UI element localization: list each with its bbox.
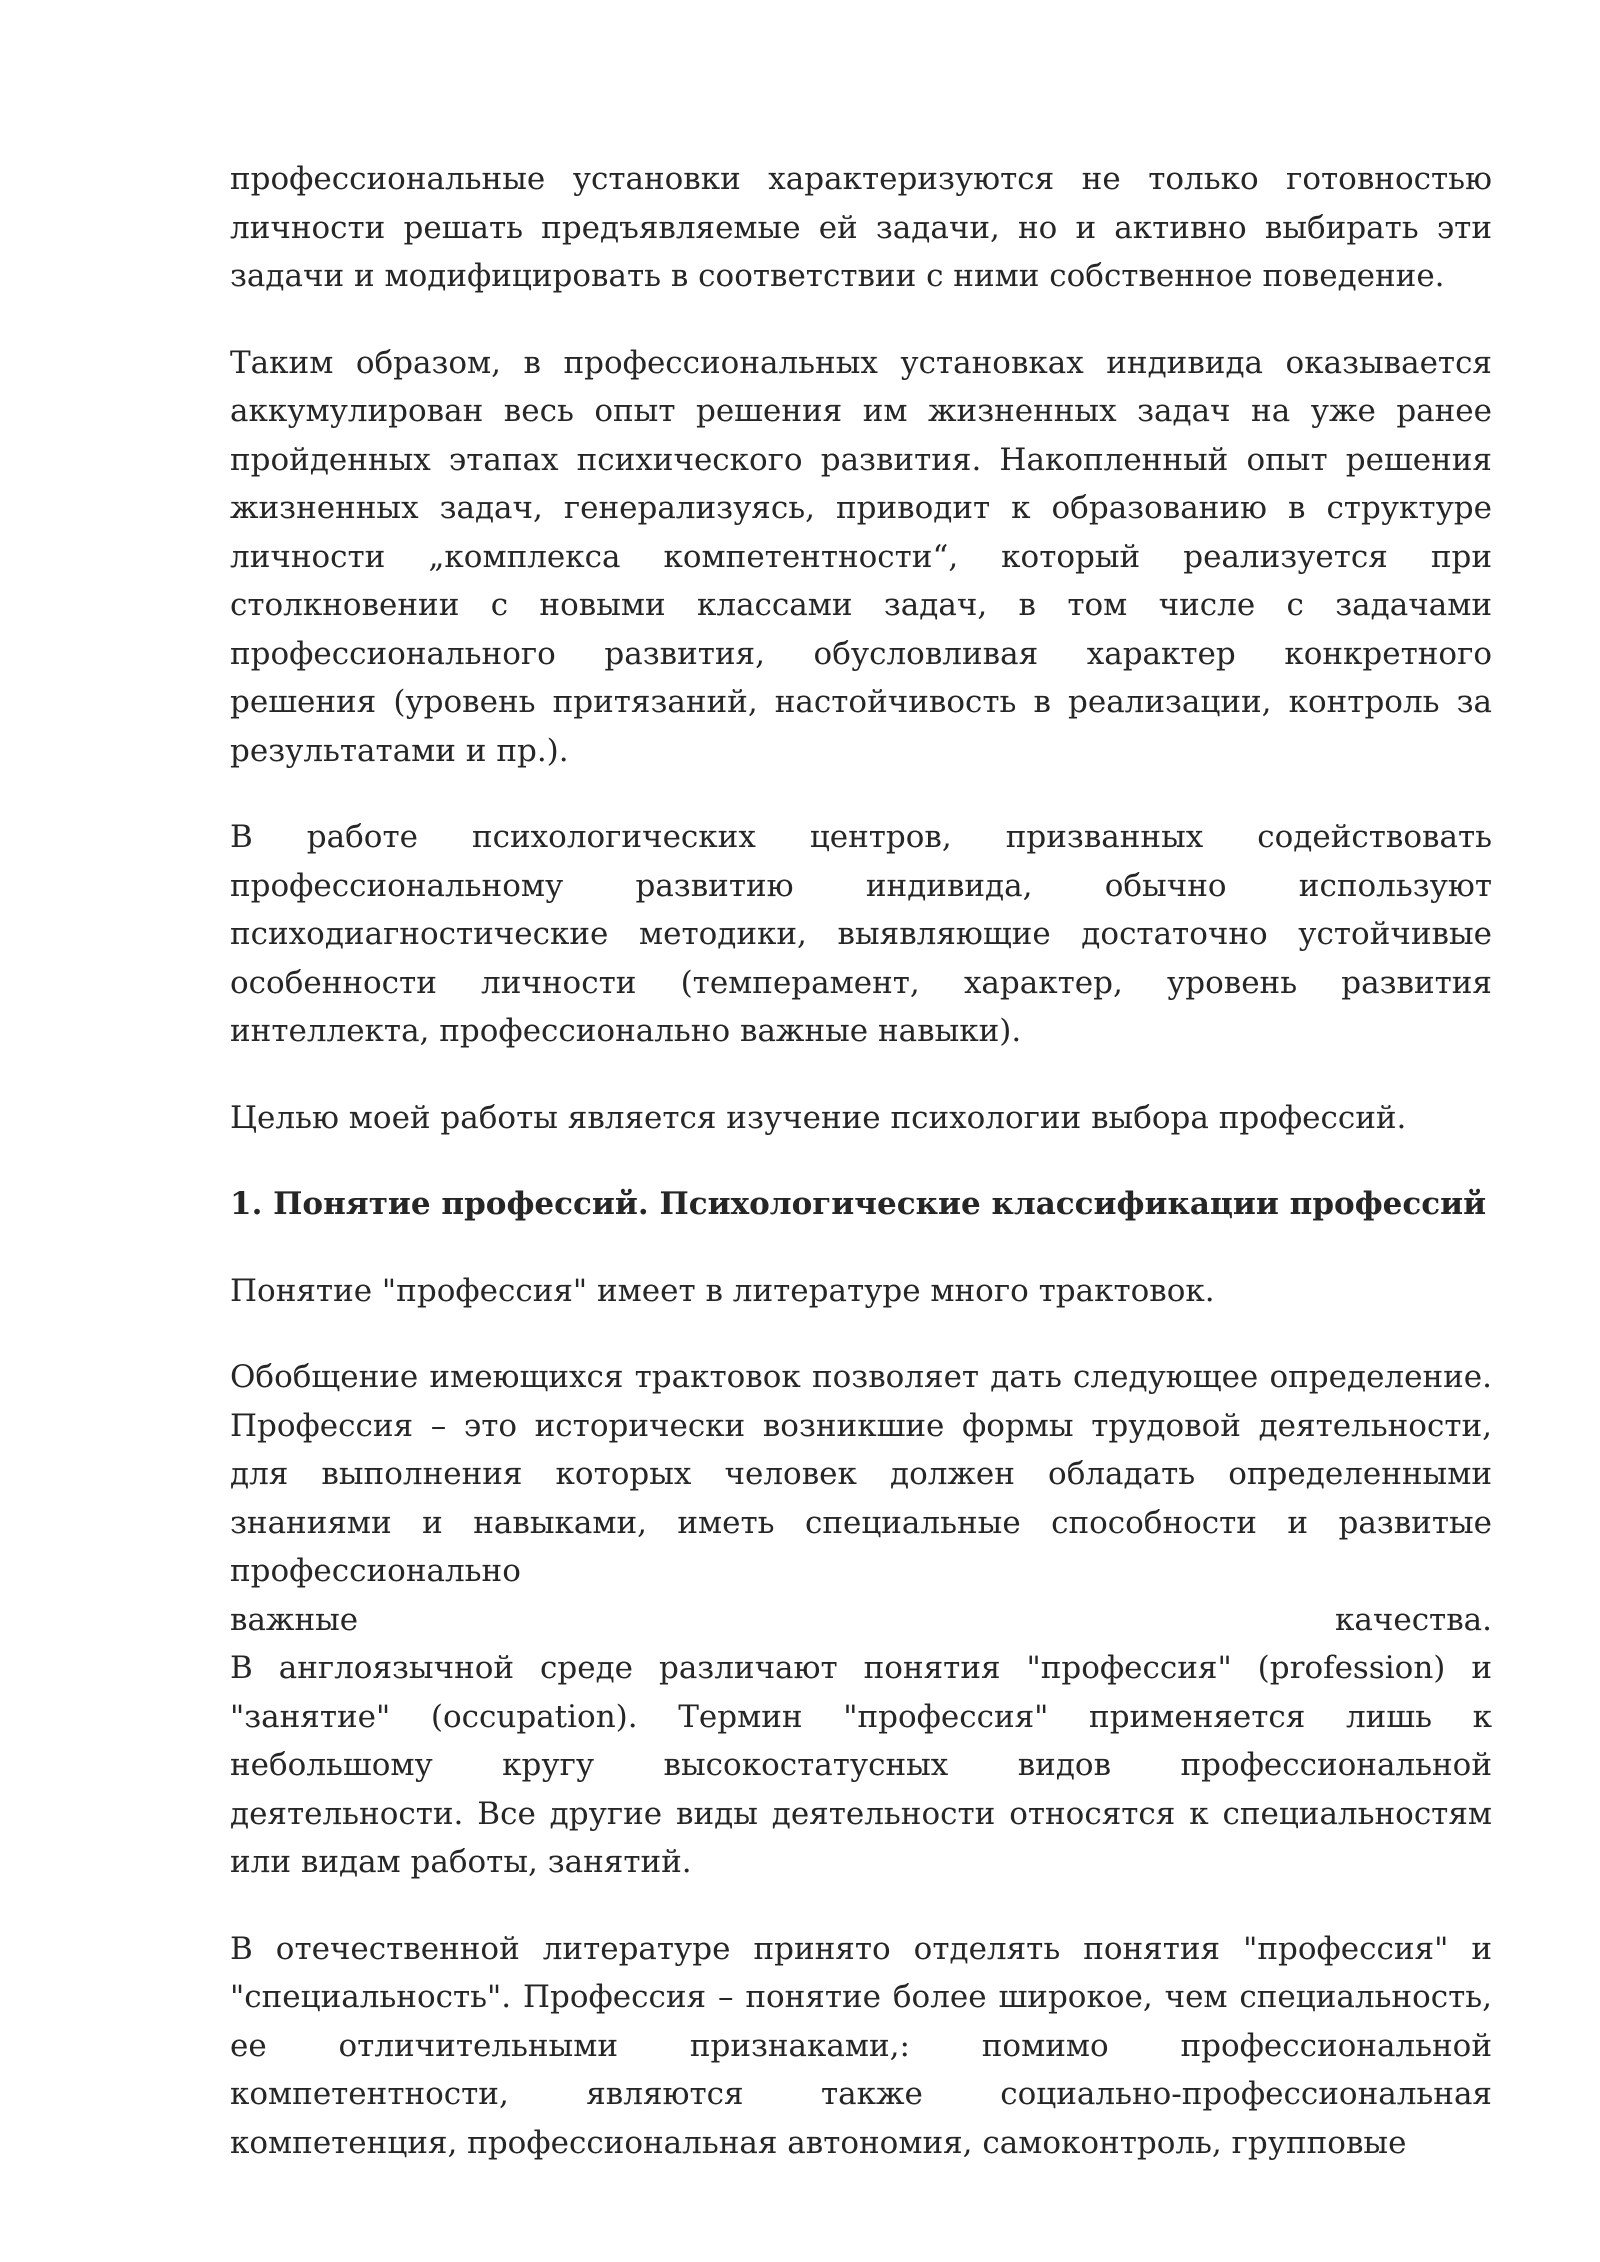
paragraph-5: Понятие "профессия" имеет в литературе много трактовок. — [230, 1272, 1215, 1309]
paragraph-1: профессиональные установки характеризуются не только готовностью личности решать предъявляемые ей задачи, но и активно выбирать эти задачи и модифицировать в соответствии с ними собственное поведение. — [230, 161, 1492, 294]
paragraph-2: Таким образом, в профессиональных установках индивида оказывается аккумулирован весь опыт решения им жизненных задач на уже ранее пройденных этапах психического развития. Накопленный опыт решения жизненных задач, генерализуясь, приводит к образованию в структуре личности „комплекса компетентности“, который реализуется при столкновении с новыми классами задач, в том числе с задачами профессионального развития, обусловливая характер конкретного решения (уровень притязаний, настойчивость в реализации, контроль за результатами и пр.). — [230, 344, 1492, 769]
paragraph-7: В англоязычной среде различают понятия "профессия" (profession) и "занятие" (occupation). Термин "профессия" применяется лишь к небольшому кругу высокостатусных видов профессиональной деятельности. Все другие виды деятельности относятся к специальностям или видам работы, занятий. — [230, 1650, 1492, 1880]
paragraph-4: Целью моей работы является изучение психологии выбора профессий. — [230, 1099, 1407, 1136]
paragraph-8: В отечественной литературе принято отделять понятия "профессия" и "специальность". Профессия – понятие более широкое, чем специальность, ее отличительными признаками,: помимо профессиональной компетентности, являются также социально-профессиональная компетенция, профессиональная автономия, самоконтроль, групповые — [230, 1930, 1492, 2161]
paragraph-3: В работе психологических центров, призванных содействовать профессиональному развитию индивида, обычно используют психодиагностические методики, выявляющие достаточно устойчивые особенности личности (темперамент, характер, уровень развития интеллекта, профессионально важные навыки). — [230, 819, 1492, 1049]
section-heading: 1. Понятие профессий. Психологические классификации профессий — [230, 1186, 1487, 1222]
paragraph-6-last-line: важные качества. — [230, 1601, 1492, 1638]
paragraph-6-text: Обобщение имеющихся трактовок позволяет дать следующее определение. Профессия – это исторически возникшие формы трудовой деятельности, для выполнения которых человек должен обладать определенными знаниями и навыками, иметь специальные способности и развитые профессионально — [230, 1359, 1492, 1589]
paragraph-6 — [230, 1353, 1492, 1644]
document-page — [230, 155, 1492, 2205]
